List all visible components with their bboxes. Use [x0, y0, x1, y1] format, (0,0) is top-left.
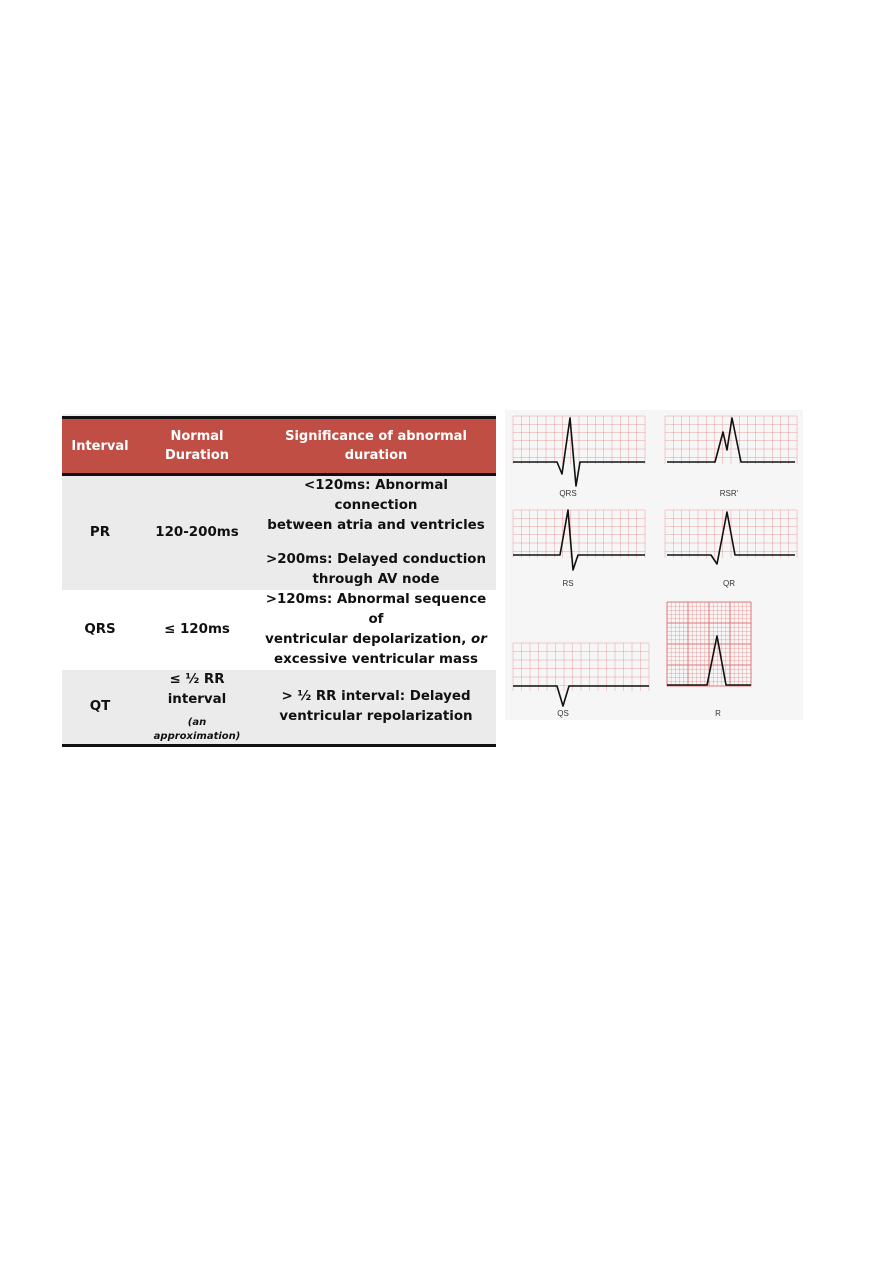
sig-qt-line1: > ½ RR interval: Delayed — [281, 689, 471, 704]
table-row-qt — [62, 670, 496, 746]
cell-normal-qrs: ≤ 120ms — [138, 590, 256, 670]
sig-qrs-line1: >120ms: Abnormal sequence of — [265, 592, 487, 627]
cell-significance-pr — [256, 475, 496, 591]
header-significance-line1: Significance of abnormal — [285, 429, 467, 444]
ecg-morphology-figure — [505, 410, 803, 720]
ecg-label-qs: QS — [557, 709, 569, 718]
cell-interval-qt: QT — [62, 670, 138, 746]
header-normal-duration — [138, 418, 256, 475]
sig-qrs-line2: ventricular depolarization, — [265, 632, 467, 647]
header-normal-line1: Normal — [170, 429, 224, 444]
sig-qrs-line3: excessive ventricular mass — [274, 652, 478, 667]
sig-pr-spacer — [262, 536, 490, 550]
cell-significance-qrs — [256, 590, 496, 670]
sig-pr-a-line2: between atria and ventricles — [267, 518, 485, 533]
ecg-label-qrs: QRS — [559, 489, 577, 498]
ecg-label-r: R — [715, 709, 721, 718]
normal-qt-value: ≤ ½ RR interval — [167, 672, 227, 707]
ecg-label-qr: QR — [723, 579, 735, 588]
header-significance — [256, 418, 496, 475]
header-interval — [62, 418, 138, 475]
ecg-qs-grid — [513, 643, 649, 691]
ecg-label-rs: RS — [562, 579, 574, 588]
cell-interval-qrs: QRS — [62, 590, 138, 670]
sig-pr-b-line2: through AV node — [312, 572, 440, 587]
header-normal-line2: Duration — [164, 448, 230, 463]
table-row-pr — [62, 475, 496, 591]
header-significance-line2: duration — [344, 448, 408, 463]
ecg-label-rsr: RSR' — [719, 489, 739, 498]
sig-qrs-line2-wrap — [262, 630, 490, 650]
normal-qt-note: (an approximation) — [153, 717, 241, 742]
ecg-figure-svg — [505, 410, 803, 720]
cell-significance-qt — [256, 670, 496, 746]
interval-table — [62, 416, 496, 747]
interval-table-panel — [62, 414, 496, 742]
sig-qrs-or: or — [471, 632, 487, 647]
sig-pr-a-line1: <120ms: Abnormal connection — [304, 478, 448, 513]
ecg-qrs-grid — [513, 416, 645, 464]
header-interval-text: Interval — [71, 438, 129, 454]
sig-qt-line2: ventricular repolarization — [279, 709, 473, 724]
sig-pr-b-line1: >200ms: Delayed conduction — [265, 552, 487, 567]
table-header-row — [62, 418, 496, 475]
cell-interval-pr: PR — [62, 475, 138, 591]
cell-normal-qt — [138, 670, 256, 746]
ecg-rs-grid — [513, 510, 645, 558]
cell-normal-pr: 120-200ms — [138, 475, 256, 591]
table-row-qrs — [62, 590, 496, 670]
